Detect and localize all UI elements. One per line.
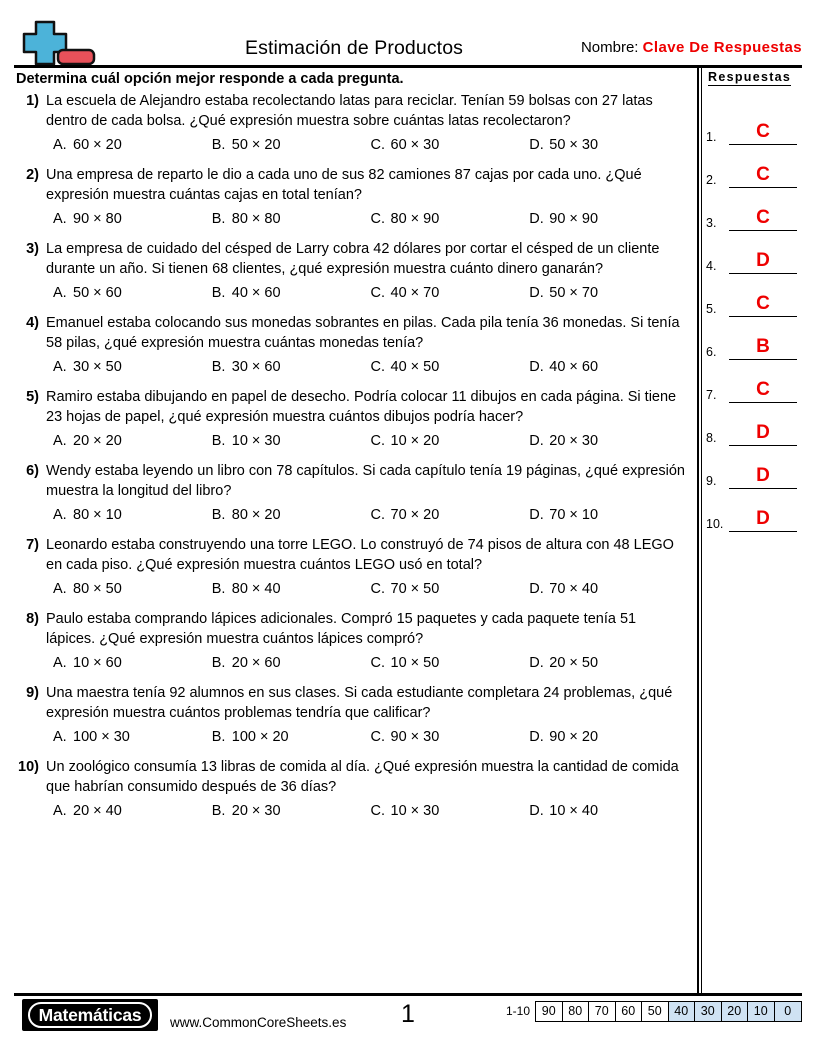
choice-letter: B. — [211, 581, 226, 597]
choice-value: 70 × 10 — [549, 507, 599, 523]
choice-option[interactable] — [212, 505, 371, 525]
question-item — [16, 314, 688, 377]
choice-option[interactable] — [529, 727, 688, 747]
choice-value: 50 × 20 — [231, 137, 281, 153]
choice-value: 20 × 60 — [231, 655, 281, 671]
question-item — [16, 388, 688, 451]
choice-letter: D. — [529, 433, 544, 449]
choice-value: 70 × 20 — [390, 507, 440, 523]
choice-option[interactable] — [371, 727, 530, 747]
question-number: 6) — [26, 463, 39, 479]
score-scale-cell: 90 — [536, 1002, 563, 1021]
choice-letter: A. — [53, 507, 67, 523]
choice-letter: D. — [529, 729, 544, 745]
score-scale-cell: 10 — [748, 1002, 775, 1021]
question-row — [16, 314, 688, 353]
question-choices — [53, 357, 688, 377]
name-block — [581, 38, 802, 58]
answer-row — [706, 102, 806, 145]
question-choices — [53, 283, 688, 303]
choice-letter: A. — [53, 803, 67, 819]
header-divider-rule — [14, 65, 802, 68]
choice-option[interactable] — [371, 579, 530, 599]
choice-option[interactable] — [212, 801, 371, 821]
answer-row-value: C — [756, 293, 770, 314]
choice-value: 10 × 60 — [73, 655, 122, 671]
question-row — [16, 684, 688, 723]
choice-letter: D. — [529, 655, 544, 671]
choice-letter: B. — [211, 433, 226, 449]
choice-option[interactable] — [371, 357, 530, 377]
question-number: 10) — [18, 759, 39, 775]
answer-row-index: 1. — [706, 130, 717, 144]
question-text: Wendy estaba leyendo un libro con 78 capítulos. Si cada capítulo tenía 19 páginas, ¿qué expresión muestra la longitud del libro? — [46, 463, 685, 499]
answer-row-value: D — [756, 250, 770, 271]
choice-letter: A. — [53, 211, 67, 227]
choice-option[interactable] — [529, 209, 688, 229]
answer-row — [706, 317, 806, 360]
question-choices — [53, 209, 688, 229]
choice-value: 70 × 40 — [549, 581, 599, 597]
brand-logo — [22, 999, 158, 1031]
answer-row-index: 8. — [706, 431, 717, 445]
choice-value: 80 × 20 — [231, 507, 281, 523]
choice-option[interactable] — [53, 579, 212, 599]
choice-letter: A. — [53, 581, 67, 597]
choice-option[interactable] — [371, 135, 530, 155]
choice-letter: D. — [529, 211, 544, 227]
choice-value: 100 × 30 — [73, 729, 130, 745]
choice-letter: A. — [53, 655, 67, 671]
score-scale-cell: 60 — [616, 1002, 643, 1021]
choice-option[interactable] — [529, 505, 688, 525]
choice-letter: B. — [211, 285, 226, 301]
question-text: Leonardo estaba construyendo una torre LEGO. Lo construyó de 74 pisos de altura con 48 LEGO en cada piso. ¿Qué expresión muestra cuántos LEGO usó en total? — [46, 537, 674, 573]
answer-row-index: 2. — [706, 173, 717, 187]
choice-option[interactable] — [212, 431, 371, 451]
choice-letter: C. — [370, 359, 385, 375]
answer-row-index: 4. — [706, 259, 717, 273]
choice-option[interactable] — [371, 505, 530, 525]
question-number: 2) — [26, 167, 39, 183]
choice-value: 80 × 90 — [390, 211, 440, 227]
choice-option[interactable] — [529, 579, 688, 599]
score-scale-cell: 80 — [563, 1002, 590, 1021]
question-row — [16, 92, 688, 131]
question-choices — [53, 505, 688, 525]
choice-letter: A. — [53, 729, 67, 745]
choice-letter: C. — [370, 507, 385, 523]
choice-value: 10 × 20 — [390, 433, 440, 449]
question-text: La escuela de Alejandro estaba recolectando latas para reciclar. Tenían 59 bolsas con 27 latas dentro de cada bolsa. ¿Qué expresión muestra sobre cuántas latas recolectaron? — [46, 93, 653, 129]
choice-option[interactable] — [371, 283, 530, 303]
choice-option[interactable] — [53, 505, 212, 525]
choice-option[interactable] — [371, 653, 530, 673]
question-row — [16, 758, 688, 797]
choice-value: 30 × 50 — [73, 359, 122, 375]
question-row — [16, 610, 688, 649]
choice-value: 80 × 80 — [231, 211, 281, 227]
choice-value: 30 × 60 — [231, 359, 281, 375]
choice-letter: C. — [370, 581, 385, 597]
worksheet-header — [14, 14, 802, 66]
choice-option[interactable] — [53, 653, 212, 673]
question-choices — [53, 801, 688, 821]
choice-value: 40 × 60 — [549, 359, 599, 375]
choice-value: 20 × 20 — [73, 433, 122, 449]
choice-value: 10 × 30 — [231, 433, 281, 449]
answer-row-index: 9. — [706, 474, 717, 488]
answer-row-value: D — [756, 422, 770, 443]
choice-letter: A. — [53, 285, 67, 301]
brand-label: Matemáticas — [38, 1005, 142, 1025]
choice-value: 90 × 80 — [73, 211, 122, 227]
question-row — [16, 166, 688, 205]
question-choices — [53, 727, 688, 747]
choice-option[interactable] — [371, 209, 530, 229]
choice-value: 60 × 20 — [73, 137, 122, 153]
choice-option[interactable] — [212, 209, 371, 229]
answers-panel-title: Respuestas — [708, 70, 792, 84]
choice-letter: B. — [211, 803, 226, 819]
choice-option[interactable] — [53, 727, 212, 747]
answer-row — [706, 403, 806, 446]
choice-value: 10 × 40 — [549, 803, 599, 819]
choice-option[interactable] — [529, 801, 688, 821]
choice-option[interactable] — [529, 283, 688, 303]
choice-value: 40 × 50 — [390, 359, 440, 375]
choice-letter: C. — [370, 803, 385, 819]
answer-rows — [706, 102, 806, 532]
question-number: 8) — [26, 611, 39, 627]
choice-letter: C. — [370, 211, 385, 227]
answer-row-index: 3. — [706, 216, 717, 230]
score-scale-cell: 0 — [775, 1002, 802, 1021]
question-text: Emanuel estaba colocando sus monedas sobrantes en pilas. Cada pila tenía 36 monedas. Si tenía 58 pilas, ¿qué expresión muestra cuántas monedas tenía? — [46, 315, 680, 351]
answer-row — [706, 231, 806, 274]
answer-row — [706, 446, 806, 489]
question-choices — [53, 431, 688, 451]
question-text: Una empresa de reparto le dio a cada uno de sus 82 camiones 87 cajas por cada uno. ¿Qué expresión muestra cuántas cajas en total tenían? — [46, 167, 642, 203]
choice-value: 70 × 50 — [390, 581, 440, 597]
answer-row-index: 10. — [706, 517, 724, 531]
score-scale-cell: 30 — [695, 1002, 722, 1021]
choice-option[interactable] — [212, 135, 371, 155]
choice-letter: C. — [370, 729, 385, 745]
choice-option[interactable] — [529, 653, 688, 673]
choice-option[interactable] — [53, 135, 212, 155]
question-number: 5) — [26, 389, 39, 405]
page-title: Estimación de Productos — [245, 37, 463, 59]
question-text: Paulo estaba comprando lápices adicionales. Compró 15 paquetes y cada paquete tenía 51 lápices. ¿Qué expresión muestra cuántos lápices compró? — [46, 611, 637, 647]
question-number: 3) — [26, 241, 39, 257]
choice-option[interactable] — [212, 579, 371, 599]
choice-letter: A. — [53, 137, 67, 153]
answer-row — [706, 274, 806, 317]
answer-row — [706, 489, 806, 532]
question-text: Ramiro estaba dibujando en papel de desecho. Podría colocar 11 dibujos en cada página. Si tiene 23 hojas de papel, ¿qué expresión muestra cuántos dibujos podría hacer? — [46, 389, 677, 425]
score-scale-cells — [535, 1001, 802, 1022]
choice-option[interactable] — [212, 283, 371, 303]
choice-letter: D. — [529, 285, 544, 301]
choice-value: 50 × 30 — [549, 137, 599, 153]
answer-row — [706, 188, 806, 231]
choice-letter: C. — [370, 137, 385, 153]
choice-option[interactable] — [529, 431, 688, 451]
choice-letter: D. — [529, 359, 544, 375]
choice-option[interactable] — [53, 801, 212, 821]
choice-letter: D. — [529, 581, 544, 597]
choice-letter: D. — [529, 137, 544, 153]
choice-option[interactable] — [371, 431, 530, 451]
answer-key-panel — [706, 68, 806, 532]
choice-letter: B. — [211, 507, 226, 523]
question-item — [16, 92, 688, 155]
question-row — [16, 462, 688, 501]
choice-letter: B. — [211, 137, 226, 153]
choice-option[interactable] — [53, 431, 212, 451]
choice-value: 90 × 20 — [549, 729, 599, 745]
choice-letter: B. — [211, 655, 226, 671]
choice-option[interactable] — [53, 209, 212, 229]
choice-letter: A. — [53, 433, 67, 449]
score-scale — [506, 1001, 802, 1022]
name-label: Nombre: — [580, 39, 639, 56]
score-scale-label: 1-10 — [505, 1004, 530, 1018]
choice-option[interactable] — [371, 801, 530, 821]
score-scale-cell: 50 — [642, 1002, 669, 1021]
question-choices — [53, 579, 688, 599]
choice-value: 80 × 50 — [73, 581, 122, 597]
choice-value: 50 × 60 — [73, 285, 122, 301]
answer-column-divider — [697, 66, 702, 995]
answer-row-index: 6. — [706, 345, 717, 359]
choice-value: 90 × 30 — [390, 729, 440, 745]
question-text: Una maestra tenía 92 alumnos en sus clases. Si cada estudiante completara 24 problemas, ¿qué expresión muestra cuántos problemas tendría que calificar? — [46, 685, 673, 721]
question-item — [16, 610, 688, 673]
choice-letter: B. — [211, 729, 226, 745]
worksheet-footer — [14, 996, 802, 1044]
question-number: 1) — [26, 93, 39, 109]
answer-row-index: 5. — [706, 302, 717, 316]
choice-option[interactable] — [53, 357, 212, 377]
question-item — [16, 758, 688, 821]
plus-minus-logo-icon — [14, 18, 106, 66]
question-item — [16, 684, 688, 747]
instruction-text: Determina cuál opción mejor responde a cada pregunta. — [16, 71, 404, 87]
question-row — [16, 388, 688, 427]
question-number: 7) — [26, 537, 39, 553]
choice-option[interactable] — [212, 357, 371, 377]
choice-value: 90 × 90 — [549, 211, 599, 227]
choice-value: 100 × 20 — [231, 729, 289, 745]
question-number: 9) — [26, 685, 39, 701]
question-row — [16, 536, 688, 575]
choice-value: 40 × 60 — [231, 285, 281, 301]
choice-value: 20 × 30 — [231, 803, 281, 819]
questions-list — [16, 92, 688, 832]
answer-row-value: D — [756, 465, 770, 486]
page-number: 1 — [401, 1000, 415, 1028]
answer-row-value: C — [756, 121, 770, 142]
question-row — [16, 240, 688, 279]
choice-letter: C. — [370, 285, 385, 301]
question-item — [16, 462, 688, 525]
choice-value: 80 × 40 — [231, 581, 281, 597]
question-item — [16, 166, 688, 229]
score-scale-cell: 70 — [589, 1002, 616, 1021]
choice-letter: C. — [370, 433, 385, 449]
choice-value: 80 × 10 — [73, 507, 122, 523]
score-scale-cell: 40 — [669, 1002, 696, 1021]
answer-row-value: B — [756, 336, 770, 357]
choice-letter: C. — [370, 655, 385, 671]
choice-value: 10 × 50 — [390, 655, 440, 671]
choice-option[interactable] — [529, 135, 688, 155]
answer-row-value: C — [756, 164, 770, 185]
choice-option[interactable] — [212, 727, 371, 747]
question-text: Un zoológico consumía 13 libras de comida al día. ¿Qué expresión muestra la cantidad de comida que habrían consumido después de 36 días? — [46, 759, 679, 795]
choice-letter: B. — [211, 359, 226, 375]
question-item — [16, 240, 688, 303]
answer-row-value: C — [756, 207, 770, 228]
choice-value: 40 × 70 — [390, 285, 440, 301]
answer-row — [706, 360, 806, 403]
question-choices — [53, 653, 688, 673]
choice-value: 20 × 30 — [549, 433, 599, 449]
choice-value: 20 × 50 — [549, 655, 599, 671]
answer-blank-line[interactable] — [729, 531, 797, 533]
answer-row-value: C — [756, 379, 770, 400]
choice-option[interactable] — [529, 357, 688, 377]
question-text: La empresa de cuidado del césped de Larry cobra 42 dólares por cortar el césped de un cliente durante un año. Si tienen 68 clientes, ¿qué expresión muestra cuánto dinero ganarán? — [46, 241, 660, 277]
choice-value: 10 × 30 — [390, 803, 440, 819]
answer-row-value: D — [756, 508, 770, 529]
answer-row-index: 7. — [706, 388, 717, 402]
question-choices — [53, 135, 688, 155]
choice-letter: D. — [529, 803, 544, 819]
choice-option[interactable] — [212, 653, 371, 673]
answer-row — [706, 145, 806, 188]
name-value: Clave De Respuestas — [642, 39, 802, 56]
choice-value: 60 × 30 — [390, 137, 440, 153]
score-scale-cell: 20 — [722, 1002, 749, 1021]
choice-value: 20 × 40 — [73, 803, 122, 819]
choice-letter: A. — [53, 359, 67, 375]
website-url: www.CommonCoreSheets.es — [170, 1015, 347, 1030]
choice-value: 50 × 70 — [549, 285, 599, 301]
choice-letter: D. — [529, 507, 544, 523]
choice-letter: B. — [211, 211, 226, 227]
choice-option[interactable] — [53, 283, 212, 303]
question-item — [16, 536, 688, 599]
question-number: 4) — [26, 315, 39, 331]
